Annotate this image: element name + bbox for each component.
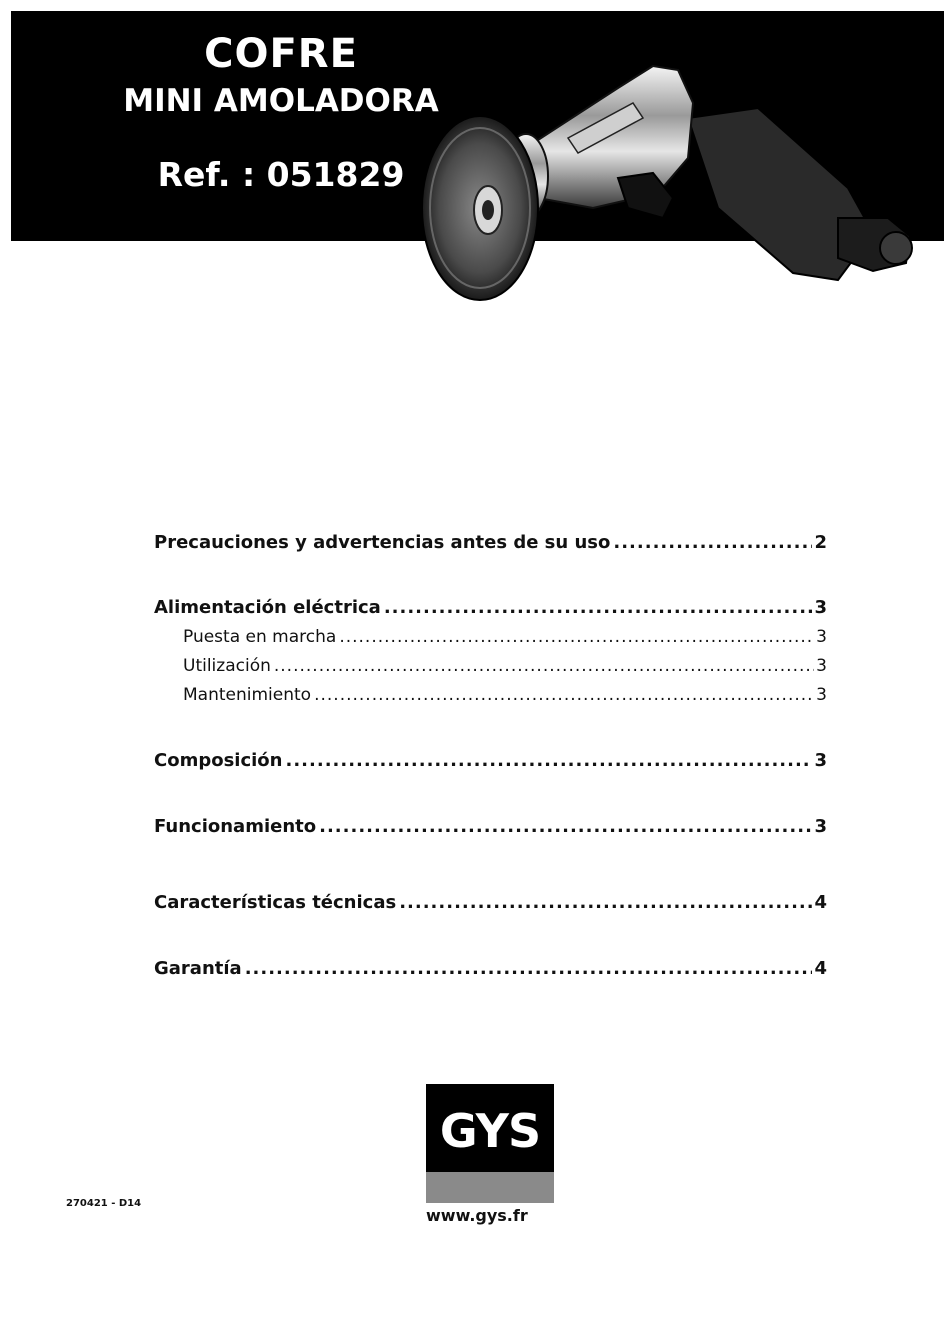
- toc-entry-alimentacion[interactable]: [154, 597, 827, 618]
- toc-leader: [245, 958, 813, 979]
- document-title: COFRE: [204, 31, 358, 77]
- website-link[interactable]: www.gys.fr: [426, 1206, 528, 1225]
- toc-page: 3: [814, 816, 827, 837]
- toc-label: Garantía: [154, 958, 245, 979]
- toc-entry-puesta-en-marcha[interactable]: [183, 627, 827, 647]
- angle-grinder-icon: [418, 58, 928, 308]
- toc-page: 3: [816, 627, 827, 647]
- toc-entry-garantia[interactable]: [154, 958, 827, 979]
- toc-page: 3: [814, 597, 827, 618]
- toc-page: 3: [816, 656, 827, 676]
- toc-page: 3: [814, 750, 827, 771]
- toc-entry-composicion[interactable]: [154, 750, 827, 771]
- toc-entry-precauciones[interactable]: [154, 532, 827, 553]
- toc-leader: [613, 532, 812, 553]
- toc-label: Puesta en marcha: [183, 627, 339, 647]
- toc-leader: [339, 627, 814, 647]
- toc-label: Precauciones y advertencias antes de su uso: [154, 532, 613, 553]
- logo-text: GYS: [439, 1104, 541, 1158]
- toc-leader: [399, 892, 812, 913]
- toc-page: 4: [814, 892, 827, 913]
- toc-leader: [286, 750, 813, 771]
- gys-logo: [426, 1084, 554, 1203]
- logo-bottom-block: [426, 1172, 554, 1203]
- toc-label: Alimentación eléctrica: [154, 597, 384, 618]
- toc-leader: [319, 816, 812, 837]
- document-subtitle: MINI AMOLADORA: [123, 83, 439, 119]
- toc-leader: [314, 685, 814, 705]
- toc-label: Composición: [154, 750, 286, 771]
- product-reference: Ref. : 051829: [157, 155, 405, 194]
- toc-entry-caracteristicas[interactable]: [154, 892, 827, 913]
- toc-page: 4: [814, 958, 827, 979]
- toc-entry-funcionamiento[interactable]: [154, 816, 827, 837]
- toc-label: Mantenimiento: [183, 685, 314, 705]
- toc-label: Características técnicas: [154, 892, 399, 913]
- toc-entry-mantenimiento[interactable]: [183, 685, 827, 705]
- toc-page: 3: [816, 685, 827, 705]
- toc-leader: [384, 597, 813, 618]
- toc-page: 2: [814, 532, 827, 553]
- toc-entry-utilizacion[interactable]: [183, 656, 827, 676]
- toc-label: Funcionamiento: [154, 816, 319, 837]
- toc-label: Utilización: [183, 656, 274, 676]
- toc-leader: [274, 656, 814, 676]
- document-code: 270421 - D14: [66, 1198, 142, 1209]
